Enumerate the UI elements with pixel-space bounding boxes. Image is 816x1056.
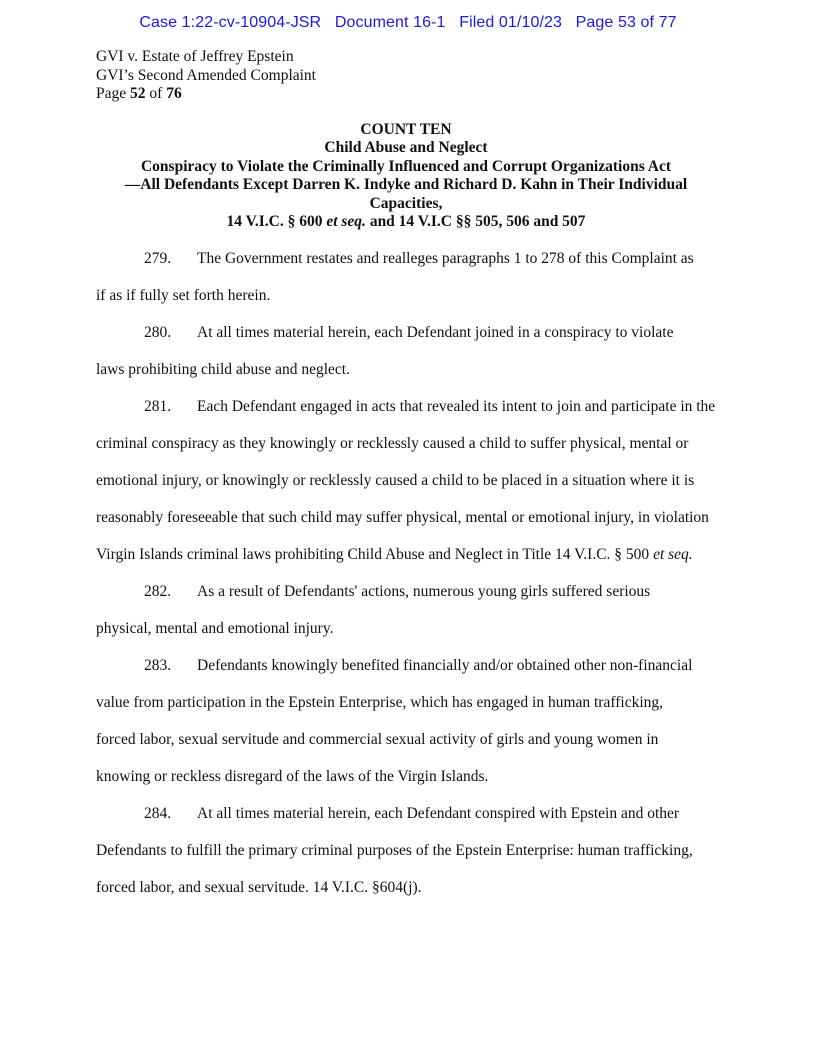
header-document-name: GVI’s Second Amended Complaint — [96, 66, 316, 84]
paragraph-line: knowing or reckless disregard of the laws of the Virgin Islands. — [96, 768, 489, 785]
count-description-line-1: Conspiracy to Violate the Criminally Influenced and Corrupt Organizations Act — [140, 157, 671, 175]
paragraph-number: 283. — [144, 657, 172, 674]
header-page-prefix: Page — [96, 85, 127, 103]
paragraph-line: Virgin Islands criminal laws prohibiting Child Abuse and Neglect in Title 14 V.I.C. § 500 — [96, 546, 650, 563]
paragraph-line: reasonably foreseeable that such child may suffer physical, mental or emotional injury, in violation — [96, 509, 709, 526]
paragraph-line: emotional injury, or knowingly or recklessly caused a child to be placed in a situation where it is — [96, 472, 695, 489]
paragraph-number: 280. — [144, 324, 172, 341]
paragraph-282 — [96, 573, 718, 647]
citation-et-seq: et seq. — [326, 213, 366, 231]
italic-citation: et seq. — [653, 546, 693, 563]
paragraph-line: As a result of Defendants' actions, numerous young girls suffered serious — [197, 583, 651, 600]
court-filing-stamp — [0, 14, 816, 32]
paragraph-number: 279. — [144, 250, 172, 267]
paragraph-number: 284. — [144, 805, 172, 822]
paragraph-284 — [96, 795, 718, 906]
header-page-of: of — [149, 85, 163, 103]
paragraph-line: Each Defendant engaged in acts that revealed its intent to join and participate in the — [197, 398, 716, 415]
paragraph-line: The Government restates and realleges paragraphs 1 to 278 of this Complaint as — [197, 250, 694, 267]
complaint-body — [96, 240, 718, 906]
paragraph-line: forced labor, sexual servitude and commercial sexual activity of girls and young women in — [96, 731, 659, 748]
stamp-page: Page 53 of 77 — [575, 14, 677, 31]
paragraph-line: Defendants knowingly benefited financially and/or obtained other non-financial — [197, 657, 693, 674]
count-citation — [96, 213, 716, 231]
paragraph-number: 281. — [144, 398, 172, 415]
paragraph-281 — [96, 388, 718, 573]
paragraph-line: At all times material herein, each Defendant joined in a conspiracy to violate — [197, 324, 674, 341]
paragraph-number: 282. — [144, 583, 172, 600]
stamp-filed: Filed 01/10/23 — [459, 14, 563, 31]
header-page-total: 76 — [166, 85, 182, 103]
paragraph-line: criminal conspiracy as they knowingly or recklessly caused a child to suffer physical, mental or — [96, 435, 689, 452]
citation-part-a: 14 V.I.C. § 600 — [226, 213, 323, 231]
stamp-case: Case 1:22-cv-10904-JSR — [139, 14, 322, 31]
stamp-document: Document 16-1 — [334, 14, 446, 31]
count-description-line-3: Capacities, — [369, 194, 443, 212]
paragraph-line: forced labor, and sexual servitude. 14 V.I.C. §604(j). — [96, 879, 422, 896]
paragraph-280 — [96, 314, 718, 388]
paragraph-line: physical, mental and emotional injury. — [96, 620, 334, 637]
count-description-line-2: —All Defendants Except Darren K. Indyke and Richard D. Kahn in Their Individual — [124, 176, 688, 194]
count-heading — [96, 121, 716, 231]
paragraph-line: if as if fully set forth herein. — [96, 287, 271, 304]
paragraph-line: Defendants to fulfill the primary criminal purposes of the Epstein Enterprise: human trafficking, — [96, 842, 693, 859]
paragraph-line: At all times material herein, each Defendant conspired with Epstein and other — [197, 805, 680, 822]
paragraph-line: laws prohibiting child abuse and neglect. — [96, 361, 350, 378]
header-page-number — [96, 85, 316, 104]
count-subtitle: Child Abuse and Neglect — [324, 139, 488, 157]
count-title: COUNT TEN — [360, 121, 452, 138]
citation-part-b: and 14 V.I.C §§ 505, 506 and 507 — [369, 213, 586, 231]
running-header — [96, 48, 316, 104]
header-page-num: 52 — [130, 85, 146, 103]
paragraph-line: value from participation in the Epstein Enterprise, which has engaged in human trafficking, — [96, 694, 664, 711]
paragraph-279 — [96, 240, 718, 314]
header-case-name: GVI v. Estate of Jeffrey Epstein — [96, 48, 294, 65]
paragraph-283 — [96, 647, 718, 795]
